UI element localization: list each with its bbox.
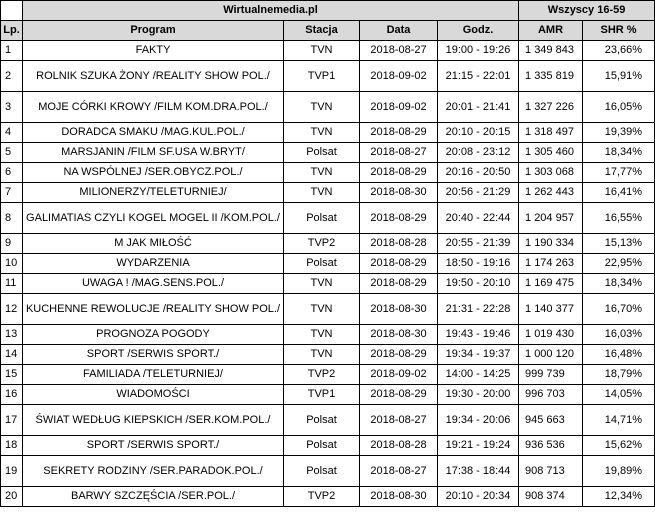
column-header-lp: Lp.	[1, 21, 23, 41]
rank-cell: 4	[1, 123, 23, 143]
date-cell: 2018-08-28	[360, 436, 438, 456]
station-cell: TVN	[284, 274, 360, 294]
amr-cell: 1 140 377	[519, 294, 583, 325]
shr-cell: 16,41%	[583, 183, 655, 203]
shr-cell: 16,55%	[583, 203, 655, 234]
table-row	[1, 163, 655, 183]
station-cell: TVN	[284, 92, 360, 123]
program-cell: ŚWIAT WEDŁUG KIEPSKICH /SER.KOM.POL./	[23, 405, 284, 436]
table-row	[1, 183, 655, 203]
date-cell: 2018-08-30	[360, 325, 438, 345]
table-row	[1, 234, 655, 254]
time-cell: 20:01 - 21:41	[438, 92, 519, 123]
date-cell: 2018-08-29	[360, 203, 438, 234]
amr-cell: 908 713	[519, 456, 583, 487]
station-cell: TVP2	[284, 365, 360, 385]
column-header-shr: SHR %	[583, 21, 655, 41]
time-cell: 20:55 - 21:39	[438, 234, 519, 254]
table-row	[1, 92, 655, 123]
column-header-stacja: Stacja	[284, 21, 360, 41]
table-row	[1, 41, 655, 61]
table-row	[1, 274, 655, 294]
station-cell: TVP2	[284, 234, 360, 254]
rank-cell: 17	[1, 405, 23, 436]
table-row	[1, 487, 655, 507]
date-cell: 2018-08-27	[360, 41, 438, 61]
shr-cell: 14,71%	[583, 405, 655, 436]
shr-cell: 23,66%	[583, 41, 655, 61]
station-cell: Polsat	[284, 143, 360, 163]
rank-cell: 7	[1, 183, 23, 203]
column-header-program: Program	[23, 21, 284, 41]
time-cell: 19:43 - 19:46	[438, 325, 519, 345]
amr-cell: 999 739	[519, 365, 583, 385]
amr-cell: 936 536	[519, 436, 583, 456]
rank-cell: 13	[1, 325, 23, 345]
rank-cell: 11	[1, 274, 23, 294]
group-header: Wszyscy 16-59	[519, 1, 655, 21]
rank-cell: 18	[1, 436, 23, 456]
station-cell: TVN	[284, 345, 360, 365]
date-cell: 2018-08-30	[360, 294, 438, 325]
program-cell: MOJE CÓRKI KROWY /FILM KOM.DRA.POL./	[23, 92, 284, 123]
rank-cell: 2	[1, 61, 23, 92]
shr-cell: 15,13%	[583, 234, 655, 254]
date-cell: 2018-08-29	[360, 163, 438, 183]
shr-cell: 16,03%	[583, 325, 655, 345]
time-cell: 17:38 - 18:44	[438, 456, 519, 487]
program-cell: WYDARZENIA	[23, 254, 284, 274]
rank-cell: 12	[1, 294, 23, 325]
table-row	[1, 345, 655, 365]
amr-cell: 1 174 263	[519, 254, 583, 274]
table-row	[1, 436, 655, 456]
date-cell: 2018-09-02	[360, 92, 438, 123]
program-cell: ROLNIK SZUKA ŻONY /REALITY SHOW POL./	[23, 61, 284, 92]
program-cell: SPORT /SERWIS SPORT./	[23, 345, 284, 365]
shr-cell: 22,95%	[583, 254, 655, 274]
table-row	[1, 294, 655, 325]
shr-cell: 15,62%	[583, 436, 655, 456]
amr-cell: 1 318 497	[519, 123, 583, 143]
shr-cell: 18,79%	[583, 365, 655, 385]
date-cell: 2018-08-27	[360, 456, 438, 487]
rank-cell: 8	[1, 203, 23, 234]
date-cell: 2018-08-29	[360, 274, 438, 294]
time-cell: 19:50 - 20:10	[438, 274, 519, 294]
amr-cell: 945 663	[519, 405, 583, 436]
program-cell: FAKTY	[23, 41, 284, 61]
amr-cell: 1 169 475	[519, 274, 583, 294]
rank-cell: 1	[1, 41, 23, 61]
amr-cell: 1 019 430	[519, 325, 583, 345]
time-cell: 20:40 - 22:44	[438, 203, 519, 234]
rank-cell: 16	[1, 385, 23, 405]
time-cell: 19:30 - 20:00	[438, 385, 519, 405]
station-cell: TVN	[284, 123, 360, 143]
amr-cell: 1 327 226	[519, 92, 583, 123]
time-cell: 20:10 - 20:34	[438, 487, 519, 507]
rank-cell: 3	[1, 92, 23, 123]
program-cell: UWAGA ! /MAG.SENS.POL./	[23, 274, 284, 294]
station-cell: TVN	[284, 183, 360, 203]
table-row	[1, 123, 655, 143]
table-row	[1, 405, 655, 436]
date-cell: 2018-08-27	[360, 405, 438, 436]
rank-cell: 5	[1, 143, 23, 163]
program-cell: PROGNOZA POGODY	[23, 325, 284, 345]
program-cell: FAMILIADA /TELETURNIEJ/	[23, 365, 284, 385]
amr-cell: 1 000 120	[519, 345, 583, 365]
rank-cell: 10	[1, 254, 23, 274]
date-cell: 2018-08-29	[360, 123, 438, 143]
rank-cell: 14	[1, 345, 23, 365]
shr-cell: 12,34%	[583, 487, 655, 507]
shr-cell: 16,48%	[583, 345, 655, 365]
time-cell: 21:15 - 22:01	[438, 61, 519, 92]
date-cell: 2018-09-02	[360, 61, 438, 92]
time-cell: 21:31 - 22:28	[438, 294, 519, 325]
amr-cell: 996 703	[519, 385, 583, 405]
program-cell: M JAK MIŁOŚĆ	[23, 234, 284, 254]
rank-cell: 20	[1, 487, 23, 507]
date-cell: 2018-08-29	[360, 385, 438, 405]
amr-cell: 908 374	[519, 487, 583, 507]
shr-cell: 18,34%	[583, 143, 655, 163]
time-cell: 20:10 - 20:15	[438, 123, 519, 143]
time-cell: 18:50 - 19:16	[438, 254, 519, 274]
time-cell: 19:34 - 19:37	[438, 345, 519, 365]
table-row	[1, 325, 655, 345]
date-cell: 2018-08-30	[360, 487, 438, 507]
table-row	[1, 61, 655, 92]
program-cell: DORADCA SMAKU /MAG.KUL.POL./	[23, 123, 284, 143]
program-cell: WIADOMOŚCI	[23, 385, 284, 405]
amr-cell: 1 305 460	[519, 143, 583, 163]
date-cell: 2018-08-29	[360, 345, 438, 365]
station-cell: TVN	[284, 294, 360, 325]
shr-cell: 18,34%	[583, 274, 655, 294]
date-cell: 2018-08-30	[360, 183, 438, 203]
time-cell: 19:00 - 19:26	[438, 41, 519, 61]
program-cell: MILIONERZY/TELETURNIEJ/	[23, 183, 284, 203]
shr-cell: 17,77%	[583, 163, 655, 183]
table-row	[1, 385, 655, 405]
station-cell: TVP1	[284, 385, 360, 405]
time-cell: 20:16 - 20:50	[438, 163, 519, 183]
amr-cell: 1 303 068	[519, 163, 583, 183]
spacer-cell	[1, 1, 23, 21]
station-cell: TVP2	[284, 487, 360, 507]
time-cell: 20:56 - 21:29	[438, 183, 519, 203]
table-row	[1, 365, 655, 385]
rank-cell: 15	[1, 365, 23, 385]
station-cell: TVP1	[284, 61, 360, 92]
rank-cell: 6	[1, 163, 23, 183]
table-row	[1, 143, 655, 163]
program-cell: GALIMATIAS CZYLI KOGEL MOGEL II /KOM.POL./	[23, 203, 284, 234]
program-cell: MARSJANIN /FILM SF.USA W.BRYT/	[23, 143, 284, 163]
rank-cell: 9	[1, 234, 23, 254]
time-cell: 14:00 - 14:25	[438, 365, 519, 385]
table-row	[1, 456, 655, 487]
table-row	[1, 254, 655, 274]
amr-cell: 1 190 334	[519, 234, 583, 254]
shr-cell: 19,39%	[583, 123, 655, 143]
station-cell: TVN	[284, 41, 360, 61]
station-cell: Polsat	[284, 436, 360, 456]
station-cell: Polsat	[284, 405, 360, 436]
station-cell: TVN	[284, 163, 360, 183]
column-header-data: Data	[360, 21, 438, 41]
time-cell: 20:08 - 23:12	[438, 143, 519, 163]
amr-cell: 1 262 443	[519, 183, 583, 203]
program-cell: BARWY SZCZĘŚCIA /SER.POL./	[23, 487, 284, 507]
shr-cell: 16,70%	[583, 294, 655, 325]
station-cell: Polsat	[284, 203, 360, 234]
source-header: Wirtualnemedia.pl	[23, 1, 519, 21]
table-body	[1, 41, 655, 507]
date-cell: 2018-08-28	[360, 234, 438, 254]
program-cell: SEKRETY RODZINY /SER.PARADOK.POL./	[23, 456, 284, 487]
program-cell: SPORT /SERWIS SPORT./	[23, 436, 284, 456]
shr-cell: 16,05%	[583, 92, 655, 123]
date-cell: 2018-08-29	[360, 254, 438, 274]
station-cell: Polsat	[284, 254, 360, 274]
rank-cell: 19	[1, 456, 23, 487]
shr-cell: 15,91%	[583, 61, 655, 92]
amr-cell: 1 204 957	[519, 203, 583, 234]
table-row	[1, 203, 655, 234]
column-header-amr: AMR	[519, 21, 583, 41]
date-cell: 2018-08-27	[360, 143, 438, 163]
shr-cell: 19,89%	[583, 456, 655, 487]
column-header-godz: Godz.	[438, 21, 519, 41]
amr-cell: 1 335 819	[519, 61, 583, 92]
time-cell: 19:21 - 19:24	[438, 436, 519, 456]
program-cell: KUCHENNE REWOLUCJE /REALITY SHOW POL./	[23, 294, 284, 325]
amr-cell: 1 349 843	[519, 41, 583, 61]
program-cell: NA WSPÓLNEJ /SER.OBYCZ.POL./	[23, 163, 284, 183]
station-cell: TVN	[284, 325, 360, 345]
date-cell: 2018-09-02	[360, 365, 438, 385]
shr-cell: 14,05%	[583, 385, 655, 405]
station-cell: Polsat	[284, 456, 360, 487]
time-cell: 19:34 - 20:06	[438, 405, 519, 436]
